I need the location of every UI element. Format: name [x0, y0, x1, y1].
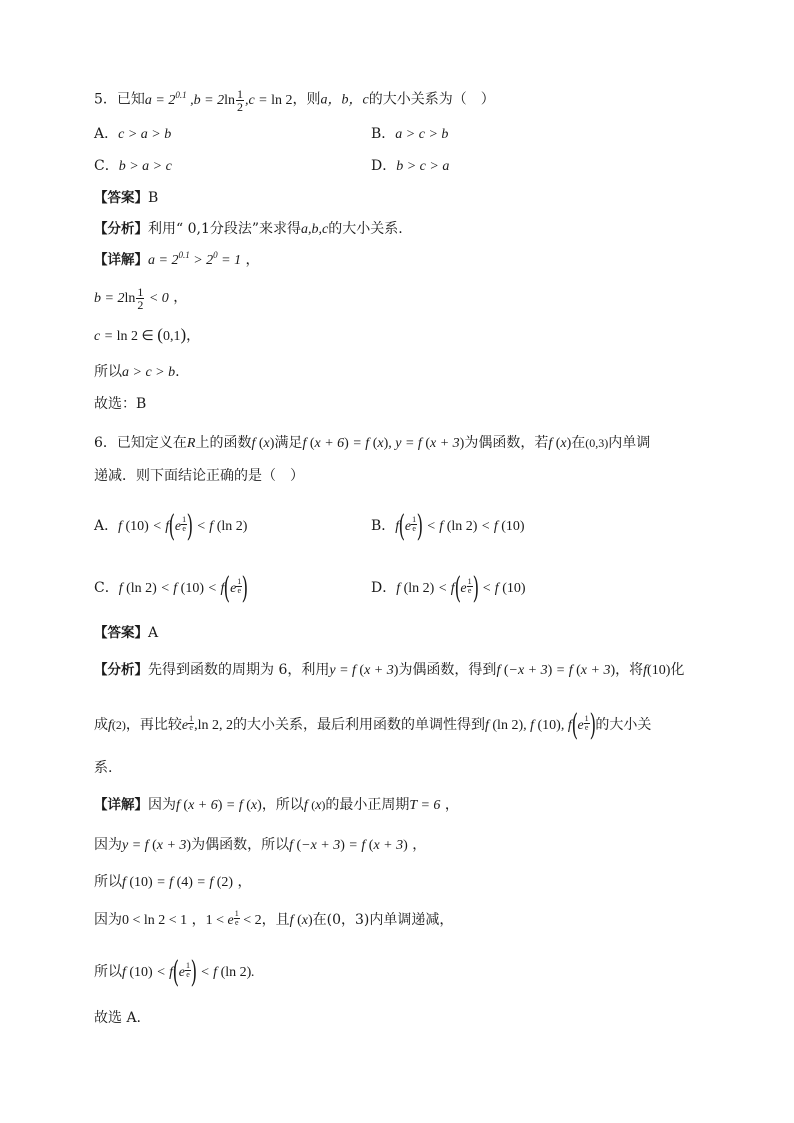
q5-analysis: 【分析】利用“ 0,1分段法”来求得a,b,c的大小关系. [94, 221, 403, 237]
q6-detail-step-4: 因为0 < ln 2 < 1 ，1 < e $\frac{1}{e}$ < 2，且f (x)在(0，3)内单调递减， [94, 909, 454, 928]
q6-option-d[interactable]: D．f (ln 2) < f(e $\frac{1}{e}$ ) < f (10) [371, 571, 526, 606]
q5-detail-step-1: 【详解】$a = 2^{0.1} > 2^0 = 1$ ， [94, 250, 260, 268]
q5-conclusion: 所以a > c > b. [94, 364, 180, 380]
q5-given-values: $a = 2^{0.1}$ ,b = 2ln $\frac{1}{2}$ ,c = ln 2 [144, 87, 293, 114]
q5-number: 5． [94, 91, 117, 108]
q5-choose: 故选：B [94, 396, 147, 412]
q6-option-b[interactable]: B．f(e $\frac{1}{e}$ ) < f (ln 2) < f (10) [371, 509, 525, 544]
q5-detail-step-3: c = ln 2 ∈ (0,1)， [94, 325, 201, 344]
q6-choose: 故选 A. [94, 1010, 142, 1026]
q6-detail-step-5: 所以f (10) < f(e $\frac{1}{e}$ ) < f (ln 2). [94, 955, 255, 990]
q6-analysis-line-1: 【分析】先得到函数的周期为 6，利用y = f (x + 3)为偶函数，得到f (−x + 3) = f (x + 3)，将f(10)化 [94, 662, 685, 678]
q5-option-c[interactable]: C．b > a > c [94, 158, 172, 174]
q5-option-a[interactable]: A．c > a > b [94, 126, 172, 142]
q6-detail-step-1: 【详解】因为f (x + 6) = f (x)，所以f (x)的最小正周期T = 6 ， [94, 797, 459, 813]
q6-analysis-line-2: 成f(2)，再比较e $\frac{1}{e}$ ,ln 2, 2的大小关系，最后利用函数的单调性得到f (ln 2), f (10), f(e $\frac{1}{e}$ )的大小关 [94, 708, 652, 743]
q6-option-c[interactable]: C．f (ln 2) < f (10) < f(e $\frac{1}{e}$ ) [94, 571, 249, 606]
q6-detail-step-3: 所以f (10) = f (4) = f (2) ， [94, 874, 252, 890]
q6-number: 6． [94, 435, 117, 451]
q5-option-b[interactable]: B．a > c > b [371, 126, 449, 142]
q5-stem: 5．已知$a = 2^{0.1}$ ,b = 2ln $\frac{1}{2}$ ,c = ln 2，则a，b，c的大小关系为（ ） [94, 87, 495, 114]
q6-analysis-line-3: 系. [94, 760, 113, 776]
q6-option-a[interactable]: A．f (10) < f(e $\frac{1}{e}$ ) < f (ln 2) [94, 509, 248, 544]
q5-detail-step-2: b = 2ln $\frac{1}{2}$ < 0 ， [94, 285, 188, 312]
q5-option-d[interactable]: D．b > c > a [371, 158, 450, 174]
q6-stem-line-1: 6．已知定义在R上的函数f (x)满足f (x + 6) = f (x), y = f (x + 3)为偶函数，若f (x)在(0,3)内单调 [94, 435, 651, 451]
q6-answer: 【答案】A [94, 625, 159, 641]
q6-detail-step-2: 因为y = f (x + 3)为偶函数，所以f (−x + 3) = f (x + 3) ， [94, 837, 427, 853]
q6-stem-line-2: 递减．则下面结论正确的是（ ） [94, 468, 304, 484]
q5-answer: 【答案】B [94, 190, 159, 206]
